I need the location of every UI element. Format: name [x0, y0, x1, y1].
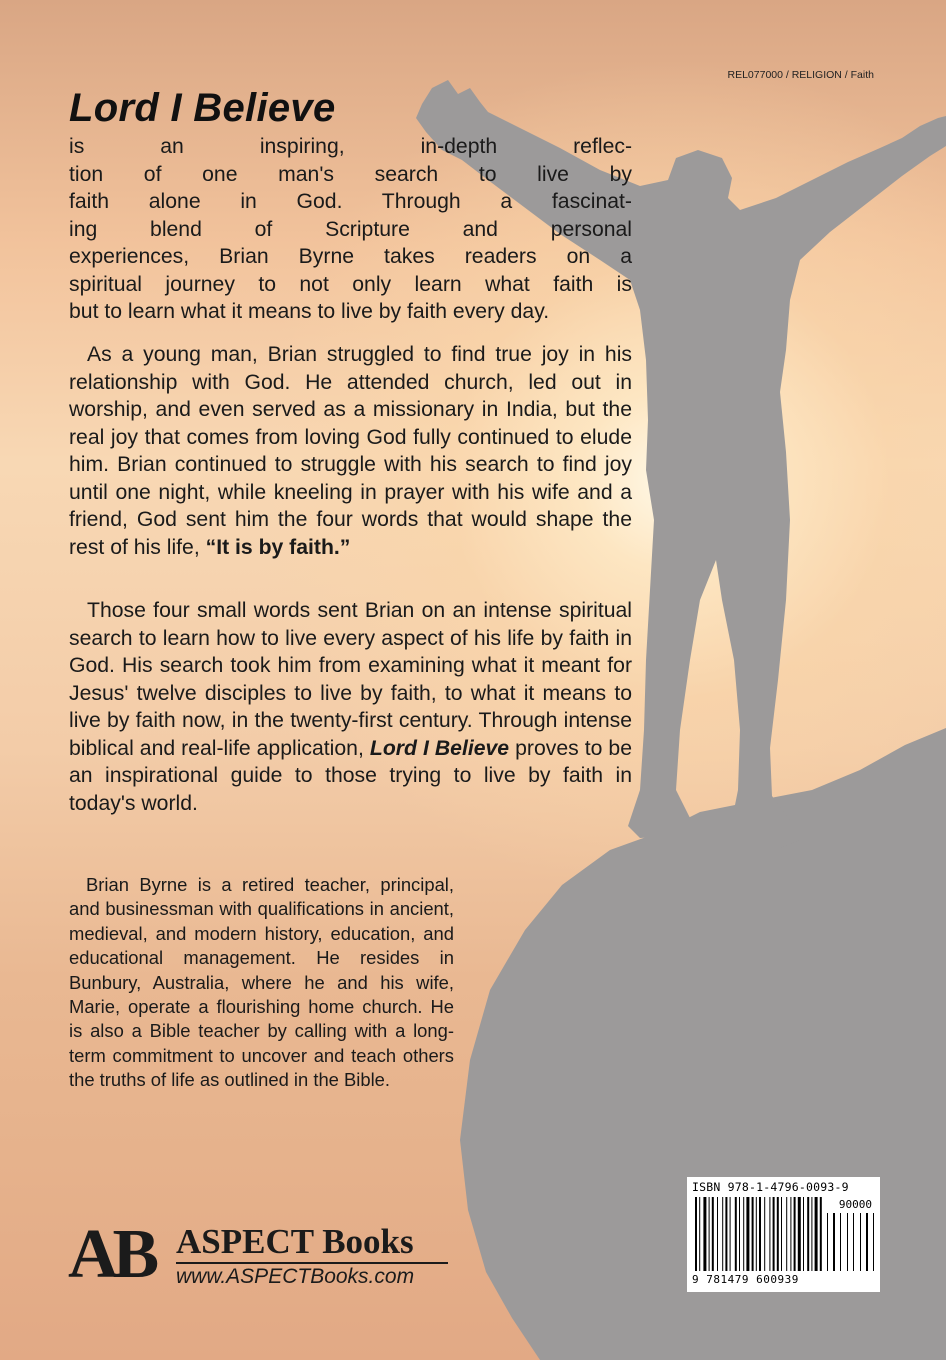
blurb-line: but to learn what it means to live by faith every day.	[69, 300, 550, 323]
price-code: 90000	[838, 1198, 872, 1211]
barcode-bar	[781, 1197, 782, 1271]
barcode-bar	[807, 1197, 809, 1271]
barcode-bar	[764, 1197, 765, 1271]
blurb-text: As a young man, Brian struggled to find true joy in his relationship with God. He attended church, led out in worship, and even served as a missionary in India, but the real joy that comes from loving God fully continued to elude him. Brian continued to struggle with his search to find joy until one night, while kneeling in prayer with his wife and a friend, God sent him the four words that would shape the rest of his life,	[69, 343, 632, 559]
barcode-bar	[717, 1197, 718, 1271]
barcode-bar	[695, 1197, 697, 1271]
faith-quote: “It is by faith.”	[205, 535, 351, 559]
barcode-addon-bar	[853, 1213, 854, 1271]
bisac-category: REL077000 / RELIGION / Faith	[727, 69, 874, 81]
blurb-line: experiences, Brian Byrne takes readers on a	[69, 245, 632, 268]
barcode-bar	[759, 1197, 761, 1271]
barcode-addon-bar	[860, 1213, 861, 1271]
barcode-bar	[756, 1197, 757, 1271]
barcode-bar	[703, 1197, 706, 1271]
barcode-bar	[803, 1197, 804, 1271]
barcode-bar	[699, 1197, 700, 1271]
barcode-bar	[739, 1197, 740, 1271]
publisher-name: ASPECT Books	[176, 1222, 414, 1261]
barcode-bar	[790, 1197, 791, 1271]
barcode-bar	[769, 1197, 770, 1271]
barcode-addon-bar	[833, 1213, 835, 1271]
barcode-bar	[725, 1197, 727, 1271]
blurb-line: ing blend of Scripture and personal	[69, 217, 632, 241]
barcode-digits: 9 781479 600939	[692, 1273, 799, 1286]
blurb-paragraph-2	[69, 341, 632, 561]
barcode-bar	[811, 1197, 812, 1271]
barcode-bar	[786, 1197, 787, 1271]
publisher-logo	[68, 1218, 458, 1298]
barcode-bar	[794, 1197, 796, 1271]
barcode-bar	[815, 1197, 818, 1271]
blurb-text: Those four small words sent Brian on an intense spiritual search to learn how to live every aspect of his life by faith in God. His search took him from examining what it meant for Jesus' twelve disciples to live by faith, to what it means to live by faith now, in the twenty-first century. Through intense biblical and real-life application,	[69, 599, 632, 760]
blurb-text: proves to be an inspirational guide to those trying to live by faith in today's world.	[69, 736, 632, 815]
publisher-monogram: AB	[68, 1216, 154, 1293]
publisher-url: www.ASPECTBooks.com	[176, 1265, 415, 1288]
blurb-line: spiritual journey to not only learn what faith is	[69, 272, 632, 296]
barcode-bar	[735, 1197, 737, 1271]
blurb-paragraph-3	[69, 597, 632, 817]
barcode-bar	[709, 1197, 710, 1271]
barcode-addon-bar	[827, 1213, 828, 1271]
barcode-bar	[730, 1197, 731, 1271]
barcode-bar	[743, 1197, 744, 1271]
barcode-bar	[773, 1197, 775, 1271]
author-bio: Brian Byrne is a retired teacher, principal, and businessman with qualifications in ancient, medieval, and modern history, education, and educational management. He resides in Bunbury, Australia, where he and his wife, Marie, operate a flourishing home church. He is also a Bible teacher by calling with a long-term commitment to uncover and teach others the truths of life as outlined in the Bible.	[69, 874, 454, 1091]
barcode-bar	[798, 1197, 801, 1271]
blurb-paragraph-1	[69, 133, 632, 326]
barcode-addon-bar	[873, 1213, 874, 1271]
barcode-addon-bar	[840, 1213, 841, 1271]
barcode-bar	[820, 1197, 822, 1271]
barcode-addon-bar	[866, 1213, 868, 1271]
isbn-label: ISBN 978-1-4796-0093-9	[692, 1180, 849, 1194]
book-title: Lord I Believe	[69, 86, 336, 130]
barcode-bar	[746, 1197, 749, 1271]
isbn-barcode	[687, 1177, 880, 1292]
publisher-divider	[176, 1262, 448, 1264]
barcode-bar	[777, 1197, 779, 1271]
barcode-addon-bar	[847, 1213, 848, 1271]
blurb-line: faith alone in God. Through a fascinat-	[69, 190, 632, 213]
inline-book-title: Lord I Believe	[369, 736, 510, 760]
barcode-bar	[712, 1197, 714, 1271]
barcode-bar	[722, 1197, 723, 1271]
blurb-line: tion of one man's search to live by	[69, 162, 632, 186]
blurb-line: is an inspiring, in-depth reflec-	[69, 135, 632, 158]
barcode-bar	[752, 1197, 754, 1271]
